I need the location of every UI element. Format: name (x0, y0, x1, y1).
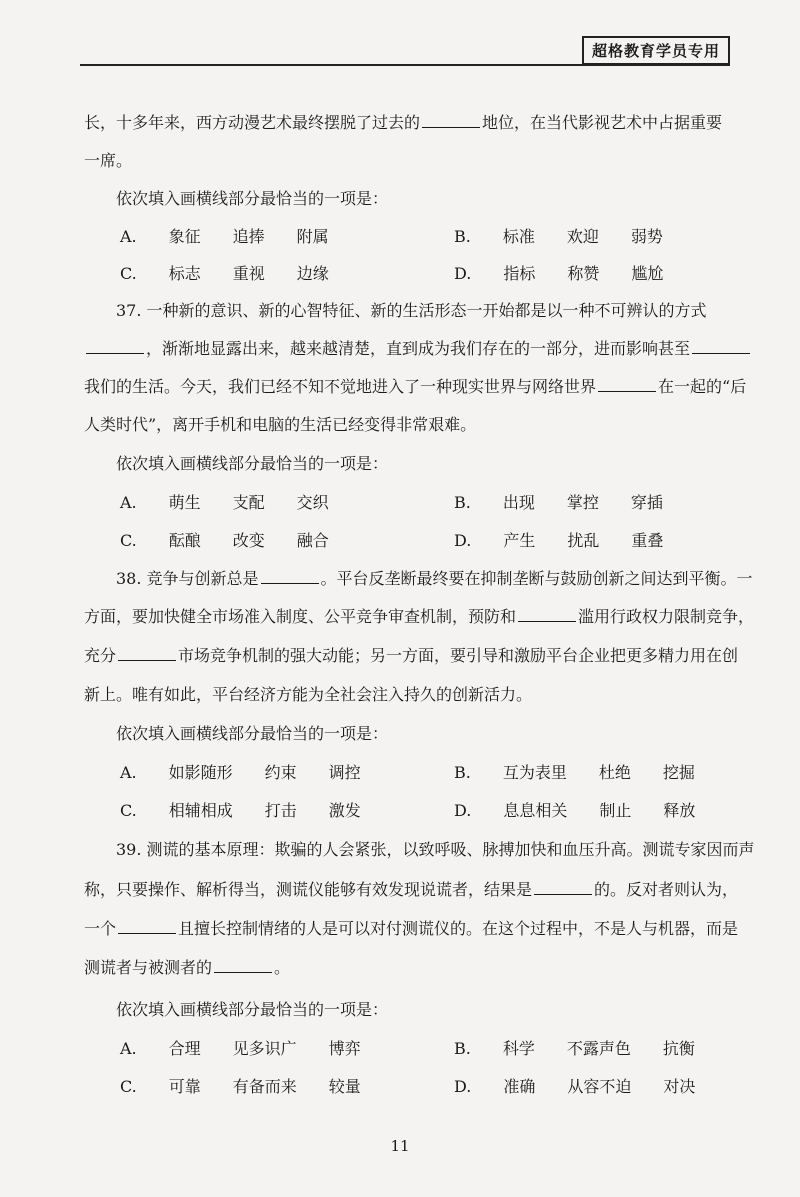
q38-text-line: 方面，要加快健全市场准入制度、公平竞争审查机制，预防和 滥用行政权力限制竞争， (84, 607, 755, 626)
q37-text-line: 我们的生活。今天，我们已经不知不觉地进入了一种现实世界与网络世界 在一起的“后 (84, 377, 747, 396)
answer-blank (692, 339, 750, 354)
q37-text-line: ，渐渐地显露出来，越来越清楚，直到成为我们存在的一部分，进而影响甚至 (84, 338, 744, 360)
question-prompt: 依次填入画横线部分最恰当的一项是： (116, 1000, 389, 1019)
q38-text-line: 新上。唯有如此，平台经济方能为全社会注入持久的创新活力。 (84, 685, 533, 704)
q38-text-line: 38. 竞争与创新总是 。平台反垄断最终要在抑制垄断与鼓励创新之间达到平衡。一 (116, 569, 753, 588)
option-b[interactable]: B. 标准 欢迎 弱势 (454, 227, 663, 246)
option-a[interactable]: A. 象征 追捧 附属 (120, 227, 329, 246)
q37-text-line: 37. 一种新的意识、新的心智特征、新的生活形态一开始都是以一种不可辨认的方式 (116, 301, 707, 320)
q38-text-line: 充分 市场竞争机制的强大动能；另一方面，要引导和激励平台企业把更多精力用在创 (84, 646, 739, 665)
option-b[interactable]: B. 科学 不露声色 抗衡 (454, 1039, 695, 1058)
answer-blank (118, 919, 176, 934)
watermark-badge: 超格教育学员专用 (582, 36, 730, 65)
q39-text-line: 39. 测谎的基本原理：欺骗的人会紧张，以致呼吸、脉搏加快和血压升高。测谎专家因而声 (116, 840, 755, 859)
q36-text-line: 一席。 (84, 151, 133, 170)
answer-blank (118, 646, 176, 661)
page-number: 11 (390, 1137, 410, 1155)
option-c[interactable]: C. 可靠 有备而来 较量 (120, 1077, 361, 1096)
header-rule (80, 64, 730, 66)
option-c[interactable]: C. 相辅相成 打击 激发 (120, 801, 361, 820)
option-d[interactable]: D. 息息相关 制止 释放 (454, 801, 696, 820)
question-prompt: 依次填入画横线部分最恰当的一项是： (116, 454, 389, 473)
option-d[interactable]: D. 指标 称赞 尴尬 (454, 264, 664, 283)
answer-blank (214, 958, 272, 973)
q39-text-line: 一个 且擅长控制情绪的人是可以对付测谎仪的。在这个过程中，不是人与机器，而是 (84, 919, 739, 938)
option-c[interactable]: C. 标志 重视 边缘 (120, 264, 329, 283)
answer-blank (261, 569, 319, 584)
option-d[interactable]: D. 产生 扰乱 重叠 (454, 531, 664, 550)
q37-text-line: 人类时代”，离开手机和电脑的生活已经变得非常艰难。 (84, 415, 477, 434)
q36-text-line: 长，十多年来，西方动漫艺术最终摆脱了过去的 地位，在当代影视艺术中占据重要 (84, 113, 723, 132)
answer-blank (422, 113, 480, 128)
answer-blank (86, 339, 144, 354)
option-b[interactable]: B. 出现 掌控 穿插 (454, 493, 663, 512)
question-prompt: 依次填入画横线部分最恰当的一项是： (116, 724, 389, 743)
q39-text-line: 称，只要操作、解析得当，测谎仪能够有效发现说谎者，结果是 的。反对者则认为， (84, 880, 739, 899)
option-b[interactable]: B. 互为表里 杜绝 挖掘 (454, 763, 695, 782)
question-prompt: 依次填入画横线部分最恰当的一项是： (116, 189, 389, 208)
option-d[interactable]: D. 准确 从容不迫 对决 (454, 1077, 696, 1096)
answer-blank (534, 880, 592, 895)
option-a[interactable]: A. 合理 见多识广 博弈 (120, 1039, 361, 1058)
q39-text-line: 测谎者与被测者的 。 (84, 958, 291, 977)
option-a[interactable]: A. 萌生 支配 交织 (120, 493, 329, 512)
option-c[interactable]: C. 酝酿 改变 融合 (120, 531, 329, 550)
answer-blank (598, 377, 656, 392)
option-a[interactable]: A. 如影随形 约束 调控 (120, 763, 361, 782)
answer-blank (518, 607, 576, 622)
